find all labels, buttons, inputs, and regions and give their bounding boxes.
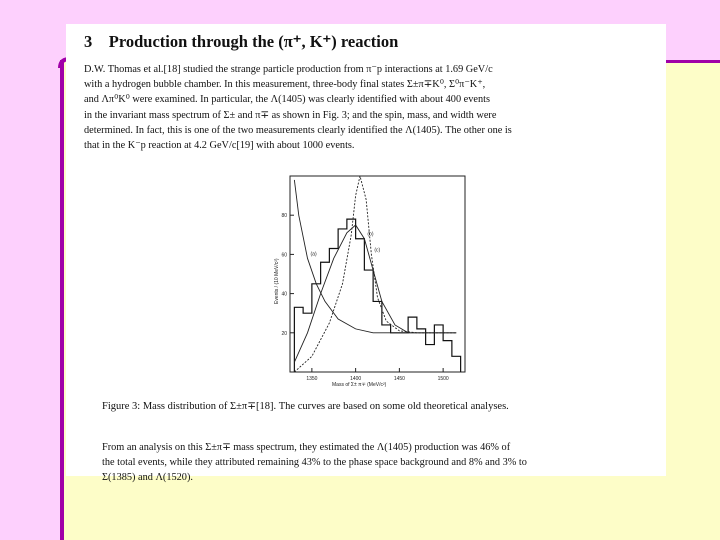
- section-title: Production through the (π⁺, K⁺) reaction: [108, 32, 399, 51]
- figure-caption: Figure 3: Mass distribution of Σ±π∓[18]. The curves are based on some old theoretical analyses.: [102, 401, 509, 412]
- x-axis-label: Mass of Σ± π∓ (MeV/c²): [332, 382, 387, 388]
- paragraph-line: in the invariant mass spectrum of Σ± and π∓ as shown in Fig. 3; and the spin, mass, and width were: [84, 109, 497, 121]
- x-tick-label: 1400: [350, 376, 362, 382]
- paragraph-line: and Λπ⁰K⁰ were examined. In particular, the Λ(1405) was clearly identified with about 400 events: [84, 94, 490, 106]
- x-tick-label: 1350: [306, 376, 318, 382]
- curve-label: (a): [310, 251, 317, 258]
- paragraph-line: From an analysis on this Σ±π∓ mass spectrum, they estimated the Λ(1405) production was 46% of: [102, 442, 511, 453]
- x-tick-label: 1450: [393, 376, 405, 382]
- paper-page-image: [66, 24, 666, 484]
- intro-paragraph: [84, 62, 650, 153]
- section-number: 3: [84, 32, 93, 51]
- curve-b: [294, 225, 456, 362]
- curve-a: [294, 180, 456, 333]
- y-tick-label: 60: [281, 252, 287, 259]
- paragraph-line: that in the K⁻p reaction at 4.2 GeV/c[19] with about 1000 events.: [84, 140, 355, 152]
- paragraph-line: with a hydrogen bubble chamber. In this measurement, three-body final states Σ±π∓K⁰, Σ⁰π⁻K⁺,: [84, 79, 486, 91]
- paragraph-line: D.W. Thomas et al.[18] studied the strange particle production from π⁻p interactions at 1.69 GeV/c: [84, 64, 493, 75]
- y-tick-label: 20: [281, 330, 287, 337]
- curve-label: (b): [367, 231, 374, 238]
- analysis-paragraph: [84, 440, 650, 486]
- x-tick-label: 1500: [437, 376, 449, 382]
- y-tick-label: 40: [281, 291, 287, 298]
- mass-distribution-plot: [270, 174, 470, 394]
- y-axis-label: Events / (10 MeV/c²): [274, 258, 280, 304]
- plot-frame: [290, 176, 465, 372]
- paragraph-line: the total events, while they attributed remaining 43% to the phase space background and 8% and 3% to: [102, 457, 527, 469]
- section-heading: [84, 32, 398, 52]
- curve-label: (c): [374, 247, 381, 254]
- y-tick-label: 80: [281, 213, 287, 220]
- curve-c: [294, 176, 456, 372]
- slide-left-band: [0, 0, 60, 540]
- slide-vertical-rule: [60, 60, 64, 540]
- paragraph-line: Σ(1385) and Λ(1520).: [102, 472, 193, 484]
- paragraph-line: determined. In fact, this is one of the two measurements clearly identified the Λ(1405). The other one is: [84, 124, 512, 136]
